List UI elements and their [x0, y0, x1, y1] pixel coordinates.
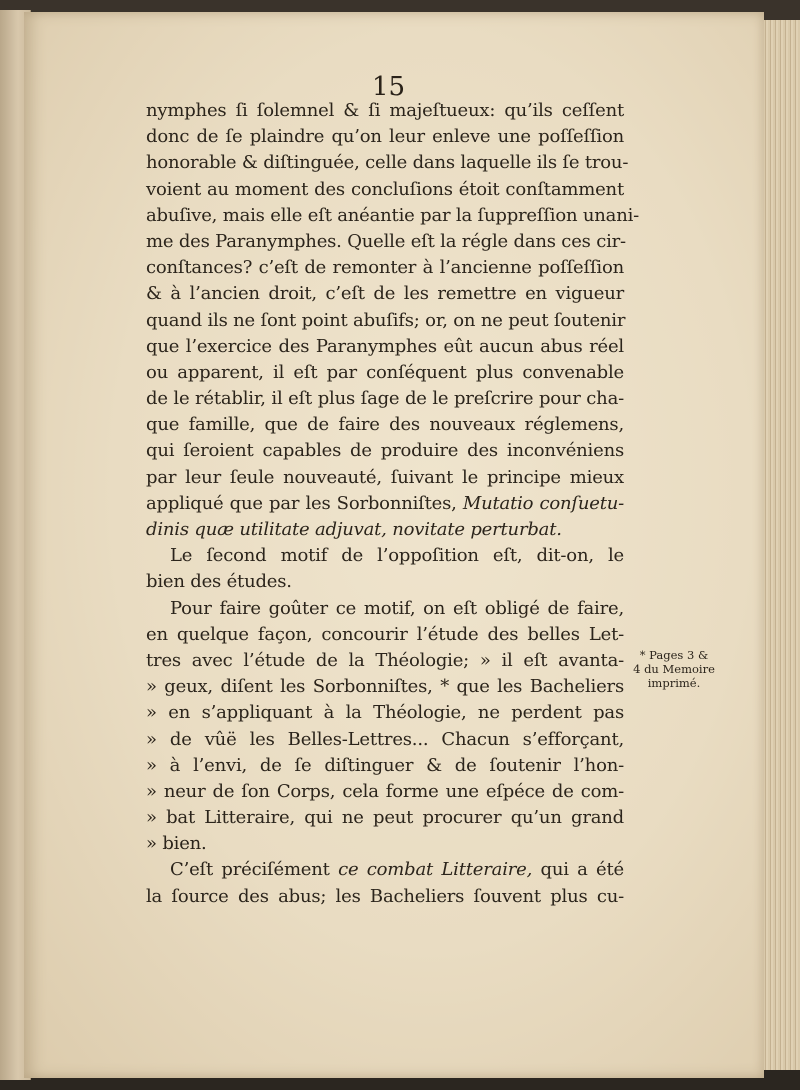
line-text: me des Paranymphes. Quelle eſt la régle dans ces cir-: [146, 230, 626, 252]
text-line: [146, 753, 624, 779]
line-text: » geux, diſent les Sorbonniſtes, * que les Bacheliers: [146, 676, 624, 698]
text-line: [146, 831, 624, 857]
text-line: [146, 465, 624, 491]
line-text: donc de ſe plaindre qu’on leur enleve une poſſeſſion: [146, 126, 624, 148]
line-text: » de vûë les Belles-Lettres... Chacun s’efforçant,: [146, 728, 624, 750]
text-line: [146, 517, 624, 543]
text-line: [146, 203, 640, 229]
line-text: qui a été: [540, 859, 624, 881]
text-line: [146, 727, 624, 753]
line-text: tres avec l’étude de la Théologie; » il eſt avanta-: [146, 649, 624, 671]
marginal-note: [624, 648, 724, 690]
text-line: [146, 543, 624, 569]
line-text: nymphes ſi ſolemnel & ſi majeſtueux: qu’ils ceſſent: [146, 100, 624, 121]
line-text: voient au moment des concluſions étoit conſtamment: [146, 178, 624, 200]
line-text: honorable & diſtinguée, celle dans laquelle ils ſe trou-: [146, 152, 629, 174]
marginal-note-line: 4 du Memoire: [633, 662, 715, 676]
text-line: [146, 884, 624, 910]
text-line: [146, 569, 624, 595]
text-line: [146, 857, 624, 883]
line-text: » neur de ſon Corps, cela forme une eſpéce de com-: [146, 780, 624, 802]
line-text: Le ſecond motif de l’oppoſition eſt, dit-on, le: [170, 545, 624, 567]
marginal-note-line: * Pages 3 &: [639, 648, 709, 662]
text-line: [146, 150, 629, 176]
text-line: [146, 98, 624, 124]
line-text: en quelque façon, concourir l’étude des belles Let-: [146, 623, 624, 645]
line-text: la ſource des abus; les Bacheliers ſouvent plus cu-: [146, 885, 624, 907]
page-number: 15: [372, 72, 406, 102]
line-text: Pour faire goûter ce motif, on eſt obligé de faire,: [170, 597, 624, 619]
text-line: [146, 334, 624, 360]
line-text: C’eſt préciſément: [170, 859, 330, 881]
line-text: appliqué que par les Sorbonniſtes,: [146, 492, 457, 514]
text-line: [146, 281, 624, 307]
line-text: que famille, que de faire des nouveaux réglemens,: [146, 414, 624, 436]
line-text: abuſive, mais elle eſt anéantie par la ſuppreſſion unani-: [146, 204, 640, 226]
line-text: » en s’appliquant à la Théologie, ne perdent pas: [146, 702, 624, 724]
line-text: que l’exercice des Paranymphes eût aucun abus réel: [146, 335, 624, 357]
text-line: [146, 412, 624, 438]
text-line: [146, 648, 624, 674]
line-text: » à l’envi, de ſe diſtinguer & de ſoutenir l’hon-: [146, 754, 624, 776]
book-page: [24, 12, 764, 1078]
text-line: [146, 438, 624, 464]
text-line: [146, 308, 624, 334]
text-line: [146, 360, 624, 386]
text-line: [146, 255, 624, 281]
marginal-note-line: imprimé.: [647, 676, 701, 690]
text-line: [146, 622, 624, 648]
italic-quotation: dinis quæ utilitate adjuvat, novitate perturbat.: [146, 519, 562, 540]
line-text: ou apparent, il eſt par conſéquent plus convenable: [146, 361, 624, 383]
line-text: & à l’ancien droit, c’eſt de les remettre en vigueur: [146, 283, 624, 305]
line-text: par leur ſeule nouveauté, ſuivant le principe mieux: [146, 466, 624, 488]
text-line: [146, 700, 624, 726]
italic-quotation: ce combat Litteraire,: [338, 859, 533, 881]
text-line: [146, 386, 624, 412]
text-line: [146, 177, 624, 203]
text-line: [146, 779, 624, 805]
italic-quotation: Mutatio conſuetu-: [462, 492, 625, 514]
line-text: » bat Litteraire, qui ne peut procurer qu’un grand: [146, 807, 624, 829]
text-line: [146, 805, 624, 831]
text-line: [146, 596, 624, 622]
line-text: conſtances? c’eſt de remonter à l’ancienne poſſeſſion: [146, 257, 624, 279]
text-line: [146, 229, 624, 255]
line-text: quand ils ne ſont point abuſifs; or, on ne peut ſoutenir: [146, 309, 626, 331]
text-line: [146, 124, 624, 150]
text-line: [146, 491, 624, 517]
text-line: [146, 674, 624, 700]
line-text: » bien.: [146, 833, 207, 855]
line-text: de le rétablir, il eſt plus ſage de le preſcrire pour cha-: [146, 388, 624, 410]
line-text: bien des études.: [146, 571, 292, 593]
line-text: qui ſeroient capables de produire des inconvéniens: [146, 440, 624, 462]
body-text: [146, 98, 640, 910]
